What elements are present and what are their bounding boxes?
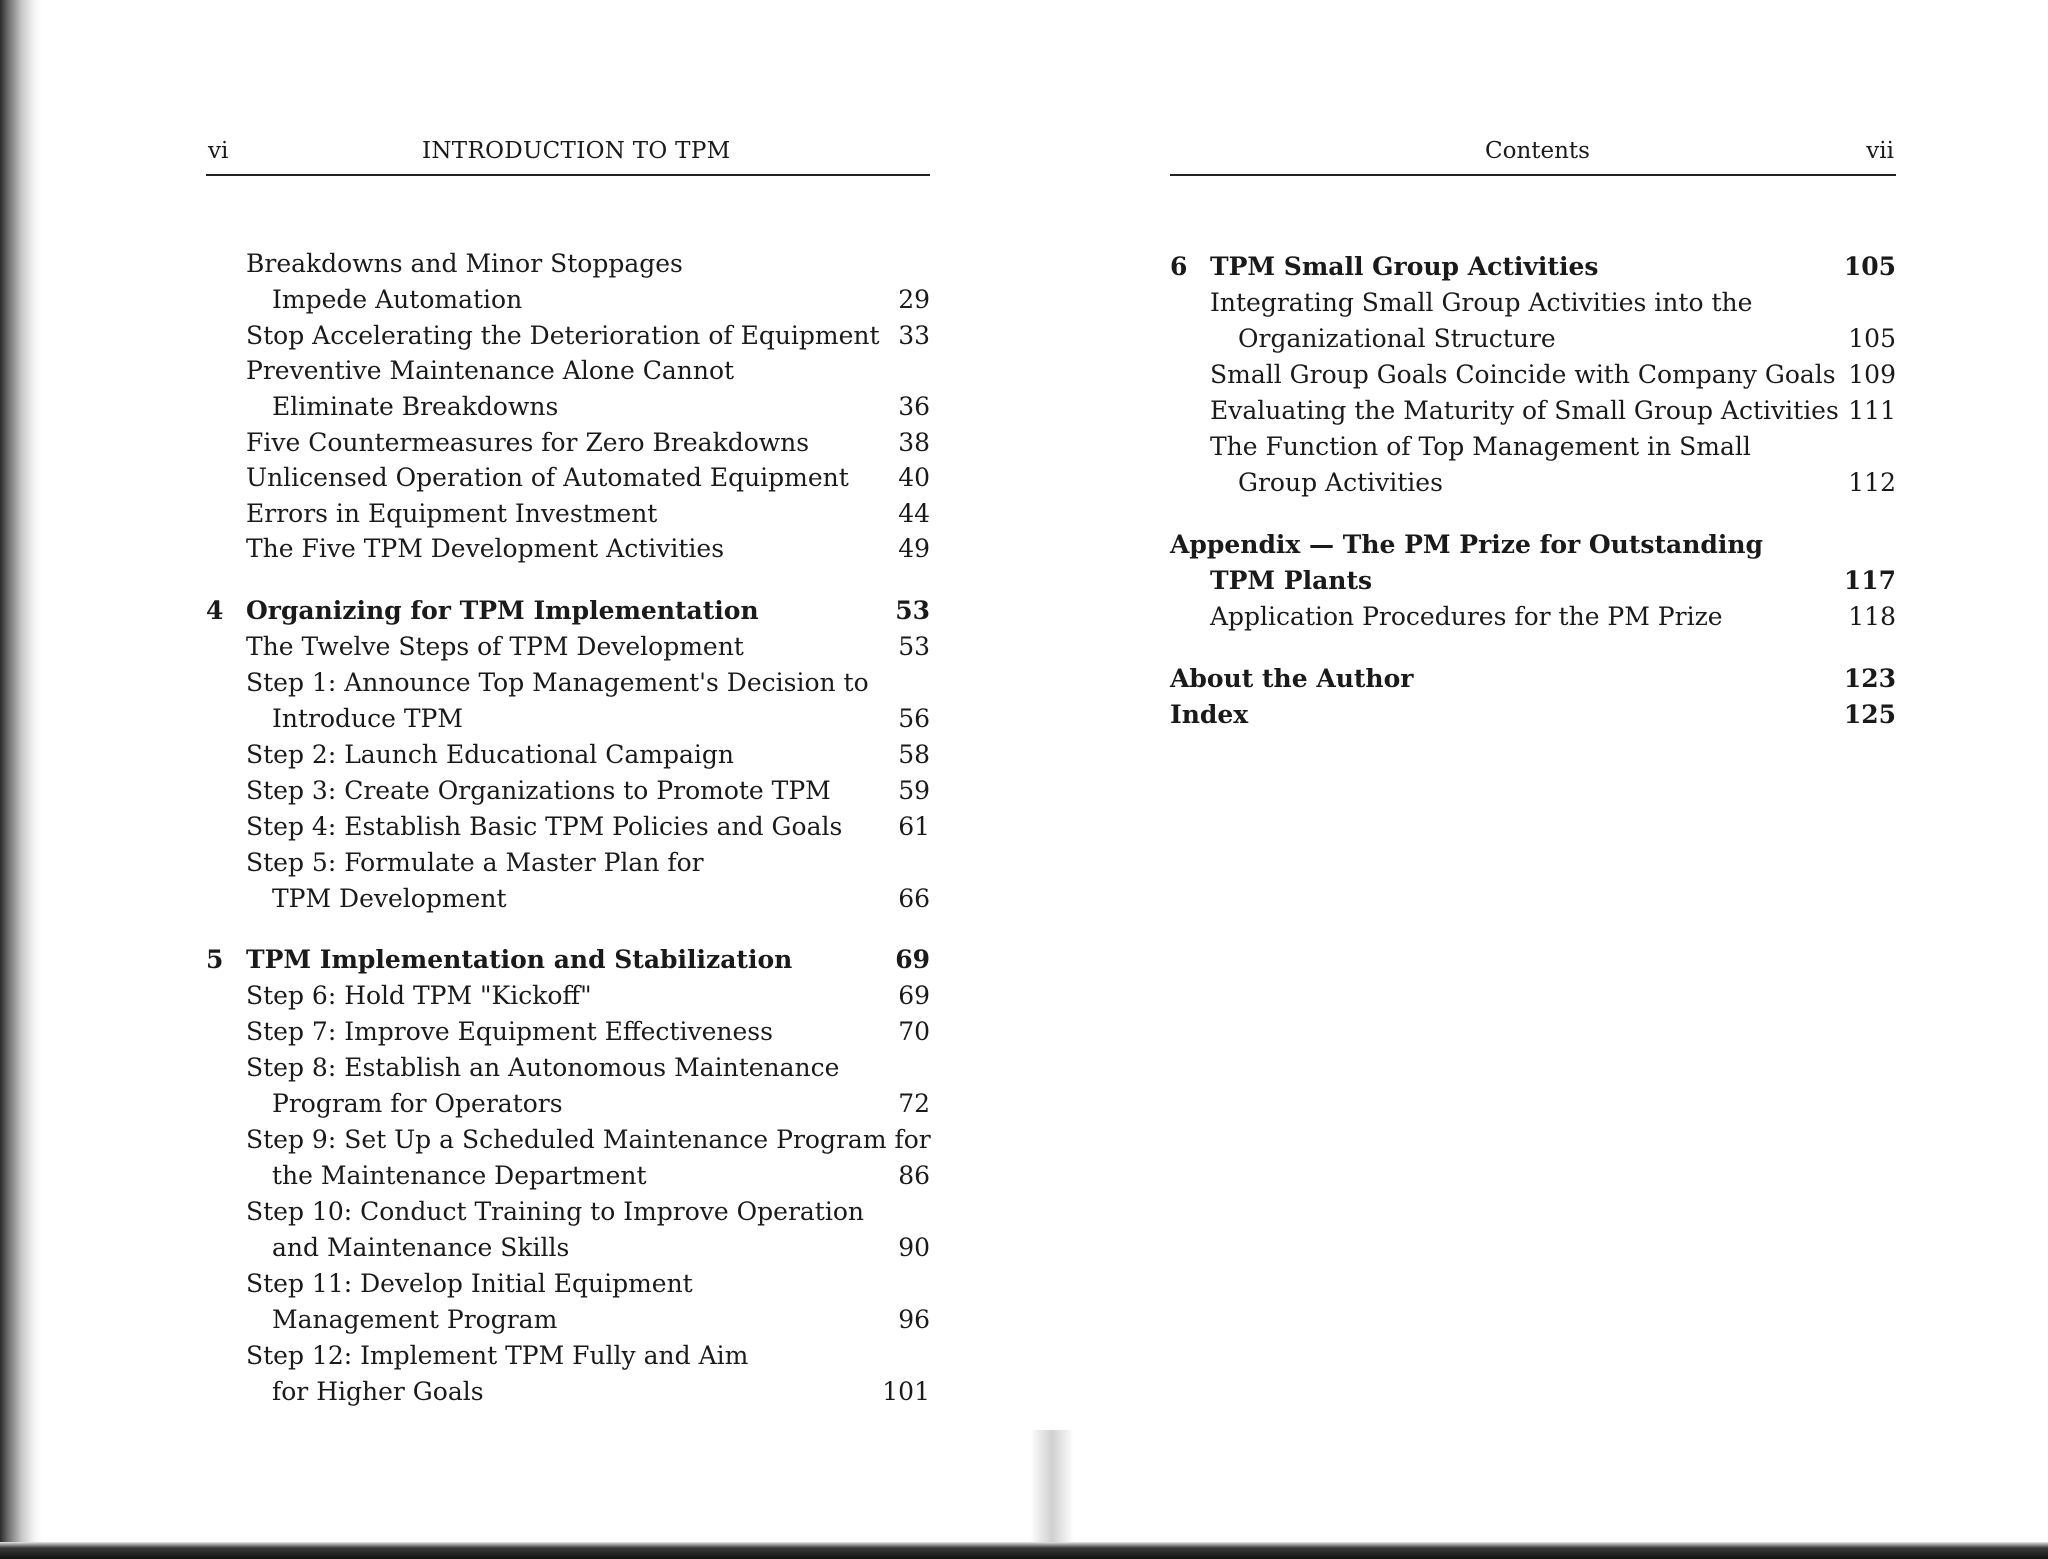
toc-entry-title: Step 9: Set Up a Scheduled Maintenance Program for [246,1125,931,1154]
toc-entry [206,1158,930,1194]
toc-entry-title: Step 2: Launch Educational Campaign [246,740,735,769]
toc-entry [206,881,930,917]
toc-entry-page: 90 [898,1233,930,1262]
toc-entry-title: Step 6: Hold TPM "Kickoff" [246,981,592,1010]
toc-entry-title: Preventive Maintenance Alone Cannot [246,356,735,385]
toc-entry [206,1374,930,1410]
toc-entry [206,845,930,881]
toc-chapter-heading [206,593,930,629]
toc-entry-page: 112 [1848,468,1896,497]
toc-entry [206,737,930,773]
toc-entry-title: Introduce TPM [272,704,463,733]
toc-entry-title: Unlicensed Operation of Automated Equipment [246,463,849,492]
toc-entry-title: Step 10: Conduct Training to Improve Operation [246,1197,864,1226]
toc-entry [206,1050,930,1086]
toc-entry-page: 111 [1848,396,1896,425]
toc-entry [206,1194,930,1230]
toc-entry-title: Errors in Equipment Investment [246,499,658,528]
toc-entry [1170,393,1896,429]
toc-entry [1170,285,1896,321]
toc-entry-page: 125 [1843,700,1896,729]
toc-entry-page: 72 [898,1089,930,1118]
page-folio: vii [1866,138,1894,164]
toc-section-title: Index [1170,700,1249,729]
toc-entry-page: 59 [898,776,930,805]
chapter-number: 4 [206,596,224,625]
toc-entry [206,425,930,461]
toc-entry-title: The Function of Top Management in Small [1210,432,1751,461]
toc-appendix-title: Appendix — The PM Prize for Outstanding [1170,530,1764,559]
toc-entry-title: Application Procedures for the PM Prize [1210,602,1723,631]
toc-entry [206,496,930,532]
toc-entry-title: Step 5: Formulate a Master Plan for [246,848,704,877]
toc-entry-page: 61 [898,812,930,841]
toc-entry-title: Step 1: Announce Top Management's Decision to [246,668,869,697]
toc-entry-page: 70 [898,1017,930,1046]
toc-entry-title: Organizational Structure [1238,324,1556,353]
toc-entry [206,246,930,282]
toc-entry-page: 49 [898,534,930,563]
toc-entry-title: Program for Operators [272,1089,563,1118]
toc-entry [206,460,930,496]
running-head-right [1170,134,1896,176]
toc-entry-title: TPM Development [272,884,507,913]
toc-chapter-title: TPM Small Group Activities [1210,252,1599,281]
toc-entry-page: 96 [898,1305,930,1334]
toc-entry [206,1266,930,1302]
toc-entry-title: Breakdowns and Minor Stoppages [246,249,683,278]
toc-entry [206,318,930,354]
toc-entry-title: Impede Automation [272,285,523,314]
toc-entry-title: Step 8: Establish an Autonomous Maintenance [246,1053,840,1082]
toc-entry-title: for Higher Goals [272,1377,484,1406]
toc-entry [206,665,930,701]
right-page [1170,0,1896,1542]
toc-entry [1170,321,1896,357]
toc-section-heading [1170,661,1896,697]
toc-entry-page: 101 [882,1377,930,1406]
toc-section-heading [1170,697,1896,733]
toc-entry-title: Integrating Small Group Activities into the [1210,288,1753,317]
toc-entry-page: 105 [1843,252,1896,281]
chapter-number: 6 [1170,252,1188,281]
left-page [206,0,930,1542]
toc-entry [206,389,930,425]
toc-entry-page: 86 [898,1161,930,1190]
toc-entry-title: and Maintenance Skills [272,1233,570,1262]
toc-entry [206,629,930,665]
toc-entry-title: Management Program [272,1305,558,1334]
toc-appendix-heading [1170,527,1896,563]
toc-entry [206,531,930,567]
toc-entry-title: Eliminate Breakdowns [272,392,559,421]
toc-entry-page: 69 [898,981,930,1010]
toc-entry-page: 38 [898,428,930,457]
toc-entry [206,1014,930,1050]
toc-entry [206,1230,930,1266]
toc-chapter-title: TPM Implementation and Stabilization [246,945,793,974]
toc-appendix-heading [1170,563,1896,599]
toc-chapter-title: Organizing for TPM Implementation [246,596,759,625]
toc-entry-page: 123 [1843,664,1896,693]
toc-entry [206,809,930,845]
toc-entry [1170,429,1896,465]
toc-entry [206,773,930,809]
toc-entry [1170,599,1896,635]
toc-entry-title: The Twelve Steps of TPM Development [246,632,744,661]
toc-entry [206,353,930,389]
toc-entry [206,1302,930,1338]
toc-entry-page: 56 [898,704,930,733]
toc-entry-page: 44 [898,499,930,528]
toc-entry-title: Step 11: Develop Initial Equipment [246,1269,693,1298]
toc-entry-title: Five Countermeasures for Zero Breakdowns [246,428,810,457]
toc-entry [206,1338,930,1374]
toc-entry-page: 118 [1848,602,1896,631]
toc-entry-page: 105 [1848,324,1896,353]
toc-entry [1170,465,1896,501]
toc-section-title: About the Author [1170,664,1414,693]
book-binding-shadow [0,0,42,1559]
toc-entry-title: Step 3: Create Organizations to Promote TPM [246,776,831,805]
toc-entry [206,701,930,737]
toc-entry-page: 58 [898,740,930,769]
toc-entry-page: 40 [898,463,930,492]
toc-entry [206,978,930,1014]
gutter-shadow [1030,1430,1074,1542]
toc-entry-page: 36 [898,392,930,421]
toc-entry-title: Stop Accelerating the Deterioration of Equipment [246,321,880,350]
toc-entry-page: 33 [898,321,930,350]
running-title: INTRODUCTION TO TPM [422,138,731,164]
toc-entry-title: Small Group Goals Coincide with Company Goals [1210,360,1836,389]
toc-entry [1170,357,1896,393]
toc-entry-page: 53 [895,596,930,625]
toc-appendix-title: TPM Plants [1210,566,1373,595]
toc-entry-title: Group Activities [1238,468,1443,497]
toc-entry-page: 109 [1848,360,1896,389]
scanner-bottom-edge [0,1542,2048,1559]
toc-entry-page: 53 [898,632,930,661]
toc-entry-title: the Maintenance Department [272,1161,647,1190]
toc-entry-page: 66 [898,884,930,913]
toc-entry-title: The Five TPM Development Activities [246,534,725,563]
toc-chapter-heading [1170,249,1896,285]
toc-entry-title: Step 12: Implement TPM Fully and Aim [246,1341,749,1370]
toc-entry [206,282,930,318]
toc-entry-title: Step 4: Establish Basic TPM Policies and Goals [246,812,843,841]
toc-entry-page: 29 [898,285,930,314]
page-folio: vi [208,138,229,164]
toc-chapter-heading [206,942,930,978]
running-title: Contents [1485,138,1590,164]
toc-entry [206,1122,930,1158]
running-head-left [206,134,930,176]
toc-entry-page: 69 [895,945,930,974]
toc-entry-title: Evaluating the Maturity of Small Group Activities [1210,396,1839,425]
toc-entry-page: 117 [1843,566,1896,595]
toc-entry-title: Step 7: Improve Equipment Effectiveness [246,1017,773,1046]
toc-entry [206,1086,930,1122]
chapter-number: 5 [206,945,224,974]
